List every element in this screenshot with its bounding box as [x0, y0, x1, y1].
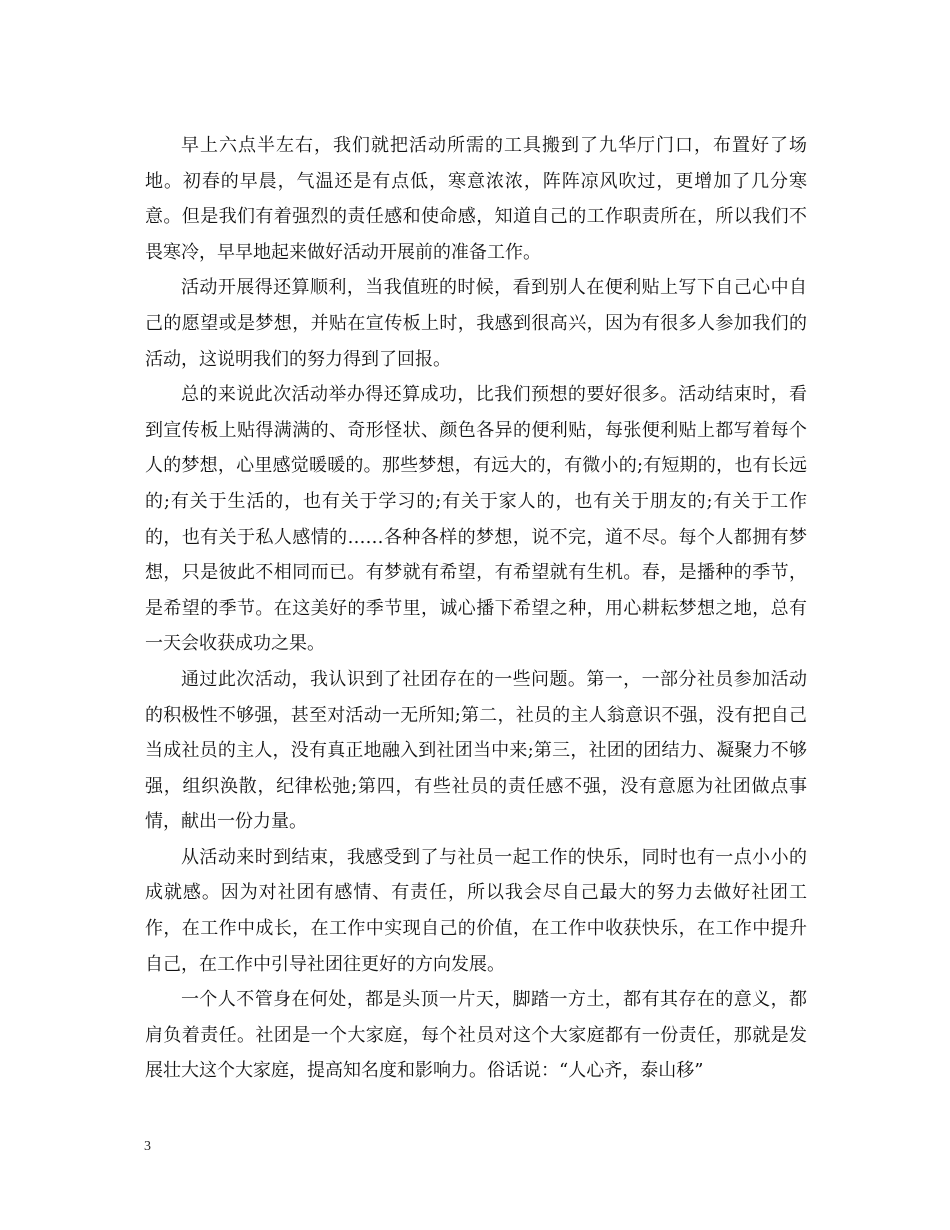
- body-text: [145, 128, 807, 1089]
- paragraph-6: 一个人不管身在何处，都是头顶一片天，脚踏一方土，都有其存在的意义，都肩负着责任。社团是一个大家庭，每个社员对这个大家庭都有一份责任，那就是发展壮大这个大家庭，提高知名度和影响力。俗话说：“人心齐，泰山移”: [145, 989, 807, 1082]
- page-number: 3: [144, 1139, 151, 1154]
- paragraph-3: 总的来说此次活动举办得还算成功，比我们预想的要好很多。活动结束时，看到宣传板上贴得满满的、奇形怪状、颜色各异的便利贴，每张便利贴上都写着每个人的梦想，心里感觉暖暖的。那些梦想，有远大的，有微小的;有短期的，也有长远的;有关于生活的，也有关于学习的;有关于家人的，也有关于朋友的;有关于工作的，也有关于私人感情的……各种各样的梦想，说不完，道不尽。每个人都拥有梦想，只是彼此不相同而已。有梦就有希望，有希望就有生机。春，是播种的季节，是希望的季节。在这美好的季节里，诚心播下希望之种，用心耕耘梦想之地，总有一天会收获成功之果。: [145, 384, 807, 655]
- paragraph-5: 从活动来时到结束，我感受到了与社员一起工作的快乐，同时也有一点小小的成就感。因为对社团有感情、有责任，所以我会尽自己最大的努力去做好社团工作，在工作中成长，在工作中实现自己的价值，在工作中收获快乐，在工作中提升自己，在工作中引导社团往更好的方向发展。: [145, 846, 807, 975]
- paragraph-4: 通过此次活动，我认识到了社团存在的一些问题。第一，一部分社员参加活动的积极性不够强，甚至对活动一无所知;第二，社员的主人翁意识不强，没有把自己当成社员的主人，没有真正地融入到社团当中来;第三，社团的团结力、凝聚力不够强，组织涣散，纪律松弛;第四，有些社员的责任感不强，没有意愿为社团做点事情，献出一份力量。: [145, 668, 807, 833]
- paragraph-1: 早上六点半左右，我们就把活动所需的工具搬到了九华厅门口，布置好了场地。初春的早晨，气温还是有点低，寒意浓浓，阵阵凉风吹过，更增加了几分寒意。但是我们有着强烈的责任感和使命感，知道自己的工作职责所在，所以我们不畏寒冷，早早地起来做好活动开展前的准备工作。: [145, 135, 807, 263]
- paragraph-2: 活动开展得还算顺利，当我值班的时候，看到别人在便利贴上写下自己心中自己的愿望或是梦想，并贴在宣传板上时，我感到很高兴，因为有很多人参加我们的活动，这说明我们的努力得到了回报。: [145, 277, 807, 370]
